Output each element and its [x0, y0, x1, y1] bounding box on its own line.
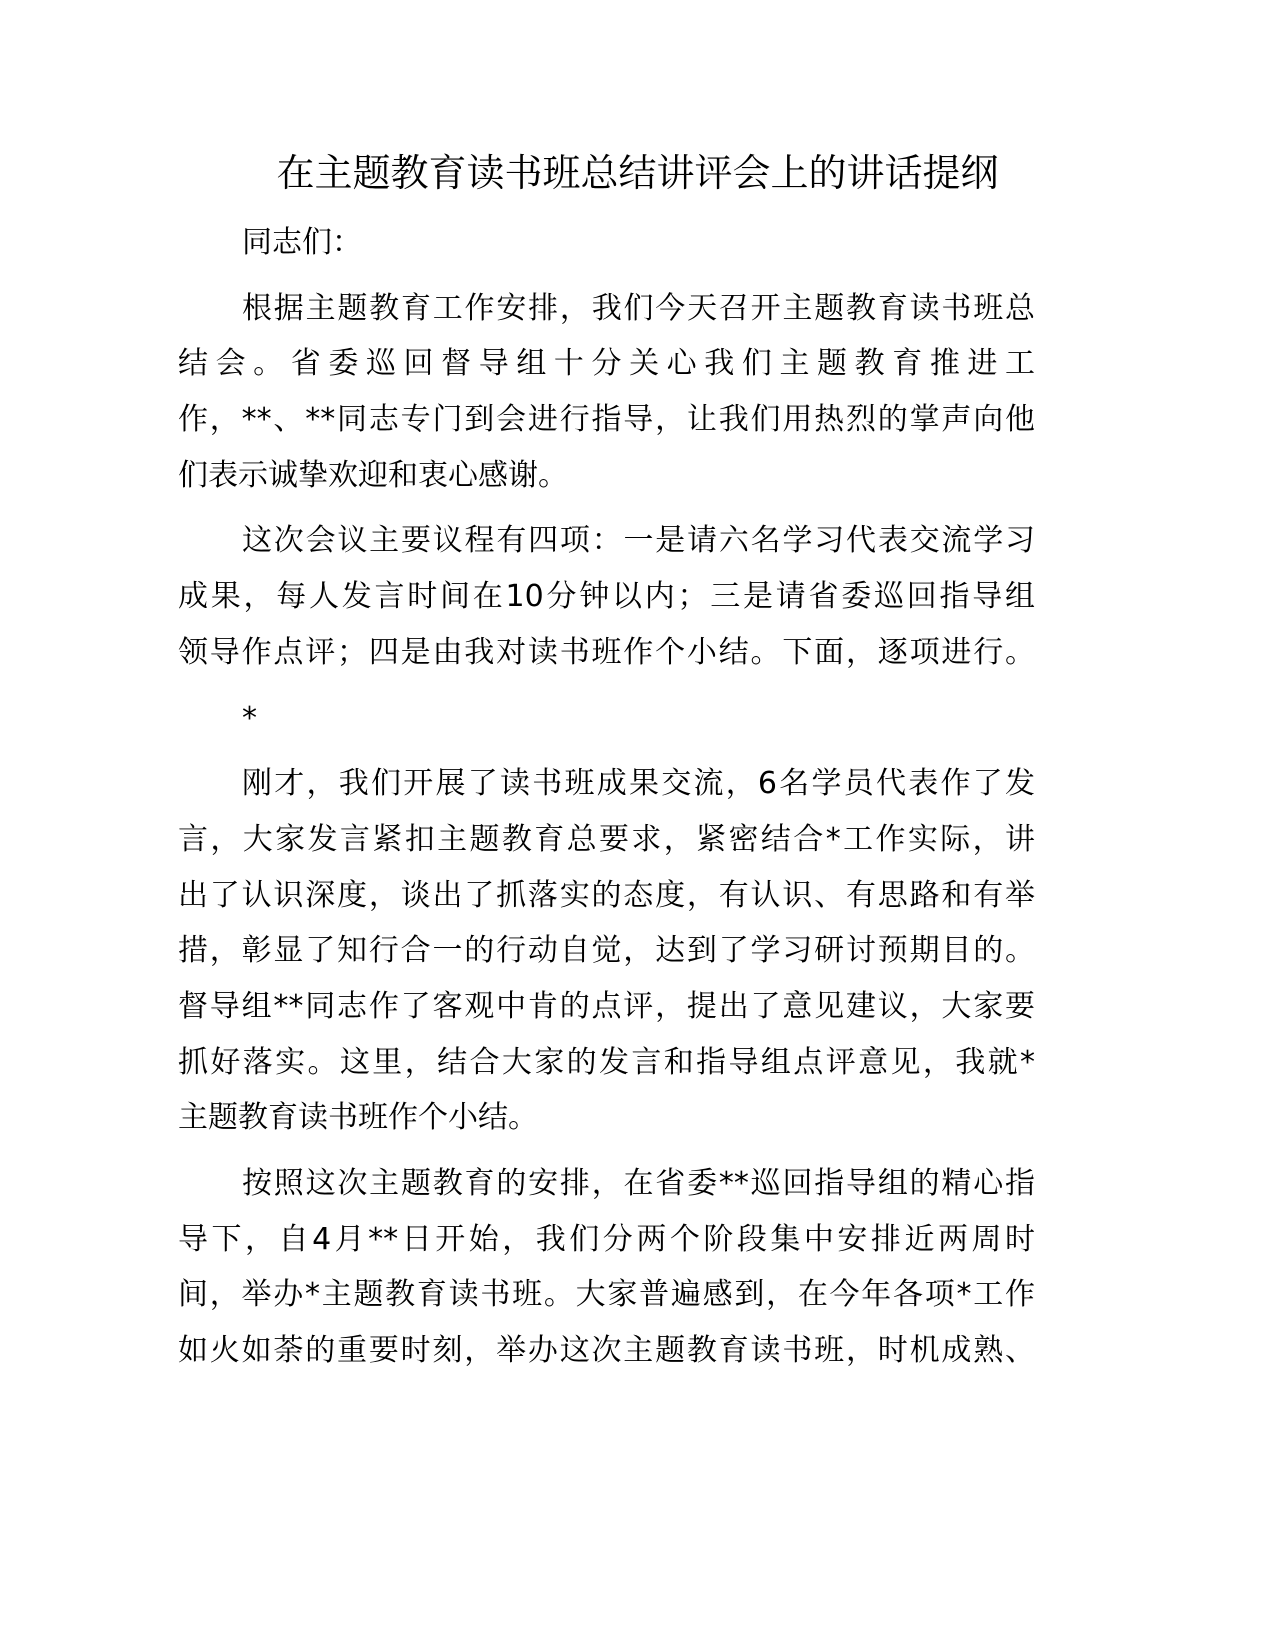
paragraph-summary: [178, 756, 1035, 1146]
text-line: 抓好落实。这里，结合大家的发言和指导组点评意见，我就*: [178, 1044, 1035, 1080]
paragraph-agenda: [178, 513, 1035, 680]
text-line: 出了认识深度，谈出了抓落实的态度，有认识、有思路和有举: [178, 877, 1035, 913]
text-line: 这次会议主要议程有四项：一是请六名学习代表交流学习: [242, 523, 1035, 559]
text-line: 按照这次主题教育的安排，在省委**巡回指导组的精心指: [242, 1166, 1035, 1201]
text-line: 言，大家发言紧扣主题教育总要求，紧密结合*工作实际，讲: [178, 821, 1035, 857]
text-line: 措，彰显了知行合一的行动自觉，达到了学习研讨预期目的。: [178, 933, 1035, 969]
greeting: 同志们：: [242, 225, 362, 260]
text-line: *: [242, 700, 257, 736]
paragraph-separator: [178, 691, 1035, 747]
paragraph-arrangement: [178, 1156, 1035, 1379]
document-body: [178, 215, 1035, 1389]
text-line: 成果，每人发言时间在10分钟以内；三是请省委巡回指导组: [178, 579, 1035, 615]
text-line: 督导组**同志作了客观中肯的点评，提出了意见建议，大家要: [178, 988, 1035, 1024]
document-title: 在主题教育读书班总结讲评会上的讲话提纲: [276, 151, 999, 195]
text-line: 如火如荼的重要时刻，举办这次主题教育读书班，时机成熟、: [178, 1333, 1035, 1369]
text-line: 作，**、**同志专门到会进行指导，让我们用热烈的掌声向他: [178, 402, 1035, 438]
text-line: 们表示诚挚欢迎和衷心感谢。: [178, 457, 568, 493]
text-line: 导下，自4月**日开始，我们分两个阶段集中安排近两周时: [178, 1221, 1035, 1257]
greeting-paragraph: [178, 215, 1035, 271]
text-line: 刚才，我们开展了读书班成果交流，6名学员代表作了发: [242, 766, 1035, 802]
text-line: 主题教育读书班作个小结。: [178, 1100, 538, 1136]
text-line: 根据主题教育工作安排，我们今天召开主题教育读书班总: [242, 290, 1035, 326]
text-line: 结会。省委巡回督导组十分关心我们主题教育推进工: [178, 346, 1035, 382]
paragraph-opening: [178, 281, 1035, 504]
text-line: 间，举办*主题教育读书班。大家普遍感到，在今年各项*工作: [178, 1277, 1035, 1313]
text-line: 领导作点评；四是由我对读书班作个小结。下面，逐项进行。: [178, 634, 1035, 670]
